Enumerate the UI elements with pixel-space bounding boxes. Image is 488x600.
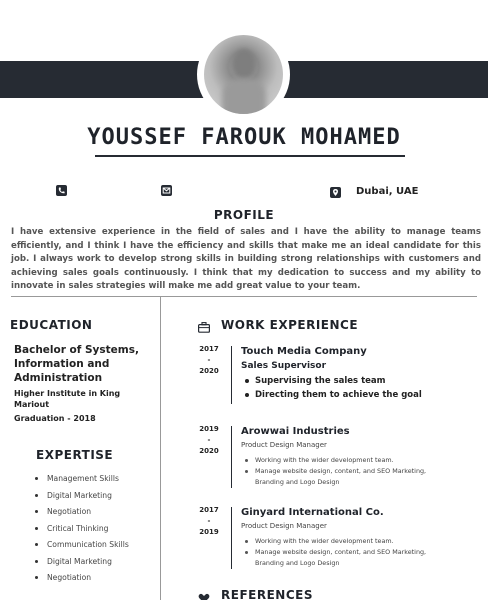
list-item: Negotiation: [34, 572, 129, 589]
name-underline: [95, 155, 405, 157]
location-text: Dubai, UAE: [356, 186, 419, 197]
profile-summary: I have extensive experience in the field of sales and I have the ability to manage teams efficiently, and I think I have the efficiency and skills that make me an ideal candidate for this job. I always work to develop strong skills in building strong relationships with customers and achieving sales goals continuously. I think that my dedication to success and my ability to innovate in sales strategies will make me add great value to your team.: [11, 227, 481, 292]
location-pin-icon: [330, 187, 341, 198]
email-icon: [161, 185, 172, 196]
job-year-separator: -: [207, 356, 211, 364]
list-item: Manage website design, content, and SEO Marketing, Branding and Logo Design: [243, 466, 443, 488]
list-item: Directing them to achieve the goal: [243, 388, 422, 402]
briefcase-icon: [198, 318, 210, 329]
education-graduation: Graduation - 2018: [14, 414, 96, 423]
expertise-list: [34, 473, 129, 589]
avatar-head: [232, 49, 256, 79]
job-start-year: 2017: [199, 506, 219, 514]
job-role: Sales Supervisor: [241, 361, 327, 371]
job-role: Product Design Manager: [241, 441, 327, 449]
column-divider: [160, 297, 161, 600]
education-degree: Bachelor of Systems, Information and Administration: [14, 344, 139, 384]
work-title: WORK EXPERIENCE: [221, 318, 359, 332]
education-institute: Higher Institute in King Mariout: [14, 389, 121, 409]
avatar-body: [222, 79, 266, 114]
list-item: Negotiation: [34, 506, 129, 523]
expertise-title: EXPERTISE: [36, 448, 114, 462]
list-item: Communication Skills: [34, 539, 129, 556]
list-item: Digital Marketing: [34, 556, 129, 573]
job-end-year: 2019: [199, 528, 219, 536]
job-company: Touch Media Company: [241, 346, 367, 357]
job-start-year: 2017: [199, 345, 219, 353]
job-year-separator: -: [207, 436, 211, 444]
job-timeline: [231, 346, 232, 404]
list-item: Manage website design, content, and SEO Marketing, Branding and Logo Design: [243, 547, 443, 569]
job-end-year: 2020: [199, 367, 219, 375]
list-item: Critical Thinking: [34, 523, 129, 540]
job-duties: [243, 536, 443, 569]
list-item: Supervising the sales team: [243, 374, 422, 388]
section-divider: [11, 296, 477, 297]
list-item: Working with the wider development team.: [243, 455, 443, 466]
list-item: Digital Marketing: [34, 490, 129, 507]
job-company: Arowwai Industries: [241, 426, 350, 437]
job-timeline: [231, 426, 232, 488]
list-item: Management Skills: [34, 473, 129, 490]
avatar: [204, 35, 283, 114]
job-timeline: [231, 507, 232, 569]
phone-icon: [56, 185, 67, 196]
list-item: Working with the wider development team.: [243, 536, 443, 547]
job-year-separator: -: [207, 517, 211, 525]
heart-icon: [198, 589, 210, 600]
job-duties: [243, 455, 443, 488]
job-duties: [243, 374, 422, 402]
references-title: REFERENCES: [221, 588, 313, 600]
job-company: Ginyard International Co.: [241, 507, 384, 518]
job-end-year: 2020: [199, 447, 219, 455]
candidate-name: YOUSSEF FAROUK MOHAMED: [87, 125, 401, 150]
profile-title: PROFILE: [213, 208, 275, 222]
education-title: EDUCATION: [10, 318, 93, 332]
job-start-year: 2019: [199, 425, 219, 433]
job-role: Product Design Manager: [241, 522, 327, 530]
